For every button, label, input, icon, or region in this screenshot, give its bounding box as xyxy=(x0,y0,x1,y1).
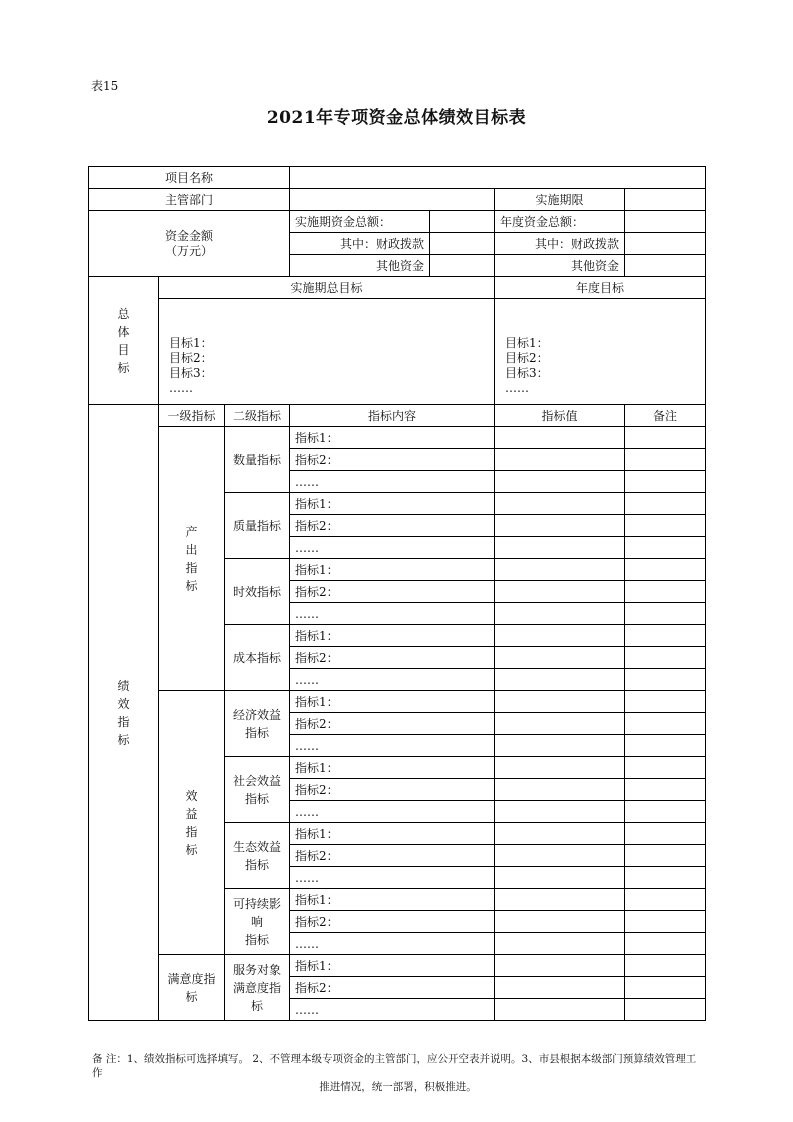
indicator-content-cell[interactable]: …… xyxy=(290,999,495,1021)
indicator-value-cell[interactable] xyxy=(495,691,625,713)
indicator-remark-cell[interactable] xyxy=(625,427,706,449)
indicator-content-cell[interactable]: …… xyxy=(290,867,495,889)
header-level2: 二级指标 xyxy=(225,405,290,427)
fund-label-line2: （万元） xyxy=(164,243,213,258)
indicator-content-cell[interactable]: …… xyxy=(290,471,495,493)
indicator-remark-cell[interactable] xyxy=(625,537,706,559)
level1-line: 标 xyxy=(185,989,198,1004)
level2-line: 成本指标 xyxy=(232,650,281,665)
fund-amount-label xyxy=(89,211,290,277)
indicator-content-cell[interactable]: 指标2： xyxy=(290,713,495,735)
period-total-cell[interactable] xyxy=(430,211,495,233)
indicator-content-cell[interactable]: …… xyxy=(290,603,495,625)
row-goals xyxy=(89,299,706,405)
indicator-value-cell[interactable] xyxy=(495,669,625,691)
period-fiscal-cell[interactable] xyxy=(430,233,495,255)
indicator-content-cell[interactable]: 指标1： xyxy=(290,955,495,977)
level1-char: 指 xyxy=(185,824,198,839)
level1-indicator xyxy=(159,691,225,955)
indicator-remark-cell[interactable] xyxy=(625,955,706,977)
indicator-value-cell[interactable] xyxy=(495,867,625,889)
goal-item: …… xyxy=(169,381,193,395)
annual-goal-cell[interactable] xyxy=(495,299,706,405)
indicator-value-cell[interactable] xyxy=(495,537,625,559)
level1-indicator xyxy=(159,427,225,691)
annual-other-label: 其他资金 xyxy=(495,255,625,277)
indicator-value-cell[interactable] xyxy=(495,493,625,515)
page-title: 2021年专项资金总体绩效目标表 xyxy=(266,108,527,128)
indicator-value-cell[interactable] xyxy=(495,977,625,999)
level2-indicator xyxy=(225,559,290,625)
goal-item: 目标1： xyxy=(169,336,213,350)
row-goal-headers xyxy=(89,277,706,299)
indicator-remark-cell[interactable] xyxy=(625,449,706,471)
annual-goal-header: 年度目标 xyxy=(495,277,706,299)
level2-line: 满意度指 xyxy=(232,980,281,995)
indicator-remark-cell[interactable] xyxy=(625,779,706,801)
indicator-value-cell[interactable] xyxy=(495,471,625,493)
indicator-value-cell[interactable] xyxy=(495,757,625,779)
level2-line: 可持续影 xyxy=(232,896,281,911)
indicator-value-cell[interactable] xyxy=(495,581,625,603)
level2-indicator xyxy=(225,427,290,493)
goal-item: 目标2： xyxy=(505,351,549,365)
period-label: 实施期限 xyxy=(495,189,625,211)
indicator-remark-cell[interactable] xyxy=(625,493,706,515)
level2-line: 数量指标 xyxy=(232,452,281,467)
dept-label: 主管部门 xyxy=(89,189,290,211)
performance-indicator-label xyxy=(89,405,159,1021)
indicator-row xyxy=(89,691,706,713)
level2-line: 指标 xyxy=(244,857,269,872)
annual-fiscal-label: 其中：财政拨款 xyxy=(495,233,625,255)
overall-goal-char: 目 xyxy=(117,342,130,357)
indicator-content-cell[interactable]: 指标1： xyxy=(290,757,495,779)
indicator-value-cell[interactable] xyxy=(495,801,625,823)
goal-item: …… xyxy=(505,381,529,395)
indicator-content-cell[interactable]: 指标1： xyxy=(290,559,495,581)
footnote-line2: 推进情况，统一部署，积极推进。 xyxy=(319,1081,477,1093)
header-remark: 备注 xyxy=(625,405,706,427)
level1-char: 出 xyxy=(185,542,198,557)
fund-label-line1: 资金金额 xyxy=(164,228,213,243)
overall-goal-char: 标 xyxy=(117,360,130,375)
indicator-content-cell[interactable]: …… xyxy=(290,669,495,691)
level1-char: 益 xyxy=(185,806,198,821)
table-number: 表15 xyxy=(91,79,119,93)
goal-item: 目标2： xyxy=(169,351,213,365)
indicator-value-cell[interactable] xyxy=(495,559,625,581)
indicator-remark-cell[interactable] xyxy=(625,603,706,625)
indicator-remark-cell[interactable] xyxy=(625,823,706,845)
indicator-remark-cell[interactable] xyxy=(625,889,706,911)
indicator-row xyxy=(89,955,706,977)
indicator-value-cell[interactable] xyxy=(495,779,625,801)
indicator-remark-cell[interactable] xyxy=(625,801,706,823)
period-other-label: 其他资金 xyxy=(290,255,430,277)
level2-line: 指标 xyxy=(244,791,269,806)
level2-indicator xyxy=(225,625,290,691)
level2-indicator xyxy=(225,757,290,823)
indicator-content-cell[interactable]: 指标1： xyxy=(290,625,495,647)
indicator-remark-cell[interactable] xyxy=(625,471,706,493)
indicator-remark-cell[interactable] xyxy=(625,647,706,669)
indicator-content-cell[interactable]: …… xyxy=(290,735,495,757)
header-content: 指标内容 xyxy=(290,405,495,427)
period-goal-header: 实施期总目标 xyxy=(159,277,495,299)
project-name-cell[interactable] xyxy=(290,167,706,189)
indicator-content-cell[interactable]: 指标1： xyxy=(290,823,495,845)
indicator-value-cell[interactable] xyxy=(495,625,625,647)
indicator-remark-cell[interactable] xyxy=(625,625,706,647)
overall-goal-char: 体 xyxy=(117,324,130,339)
annual-total-cell[interactable] xyxy=(625,211,706,233)
level2-indicator xyxy=(225,889,290,955)
indicator-value-cell[interactable] xyxy=(495,647,625,669)
indicator-value-cell[interactable] xyxy=(495,845,625,867)
annual-total-label: 年度资金总额： xyxy=(495,211,625,233)
indicator-remark-cell[interactable] xyxy=(625,559,706,581)
overall-goal-char: 总 xyxy=(117,306,130,321)
indicator-value-cell[interactable] xyxy=(495,889,625,911)
level2-line: 生态效益 xyxy=(232,839,281,854)
footnote xyxy=(92,1052,704,1094)
level2-line: 指标 xyxy=(244,932,269,947)
indicator-content-cell[interactable]: 指标1： xyxy=(290,427,495,449)
indicator-content-cell[interactable]: 指标2： xyxy=(290,515,495,537)
level2-line: 时效指标 xyxy=(232,584,281,599)
period-goal-cell[interactable] xyxy=(159,299,495,405)
indicator-value-cell[interactable] xyxy=(495,955,625,977)
period-fiscal-label: 其中：财政拨款 xyxy=(290,233,430,255)
indicator-content-cell[interactable]: 指标2： xyxy=(290,845,495,867)
annual-fiscal-cell[interactable] xyxy=(625,233,706,255)
indicator-content-cell[interactable]: …… xyxy=(290,801,495,823)
indicator-content-cell[interactable]: 指标2： xyxy=(290,779,495,801)
goal-item: 目标3： xyxy=(505,366,549,380)
header-value: 指标值 xyxy=(495,405,625,427)
row-indicator-headers xyxy=(89,405,706,427)
indicator-value-cell[interactable] xyxy=(495,933,625,955)
indicator-side-char: 绩 xyxy=(117,678,130,693)
period-cell[interactable] xyxy=(625,189,706,211)
indicator-remark-cell[interactable] xyxy=(625,713,706,735)
period-other-cell[interactable] xyxy=(430,255,495,277)
level1-line: 满意度指 xyxy=(167,971,216,986)
indicator-remark-cell[interactable] xyxy=(625,999,706,1021)
indicator-content-cell[interactable]: …… xyxy=(290,933,495,955)
indicator-remark-cell[interactable] xyxy=(625,867,706,889)
indicator-remark-cell[interactable] xyxy=(625,581,706,603)
level2-indicator xyxy=(225,493,290,559)
indicator-content-cell[interactable]: 指标1： xyxy=(290,493,495,515)
level2-indicator xyxy=(225,691,290,757)
level2-indicator xyxy=(225,823,290,889)
indicator-content-cell[interactable]: 指标1： xyxy=(290,889,495,911)
indicator-value-cell[interactable] xyxy=(495,449,625,471)
indicator-remark-cell[interactable] xyxy=(625,845,706,867)
indicator-row xyxy=(89,427,706,449)
level1-char: 产 xyxy=(185,524,198,539)
indicator-remark-cell[interactable] xyxy=(625,757,706,779)
indicator-side-char: 指 xyxy=(117,714,130,729)
indicator-content-cell[interactable]: 指标2： xyxy=(290,977,495,999)
indicator-value-cell[interactable] xyxy=(495,427,625,449)
level2-line: 质量指标 xyxy=(232,518,281,533)
indicator-remark-cell[interactable] xyxy=(625,977,706,999)
indicator-remark-cell[interactable] xyxy=(625,691,706,713)
level2-line: 服务对象 xyxy=(232,962,281,977)
indicator-remark-cell[interactable] xyxy=(625,933,706,955)
period-total-label: 实施期资金总额： xyxy=(290,211,430,233)
level2-line: 标 xyxy=(250,998,263,1013)
level2-line: 响 xyxy=(250,914,263,929)
indicator-value-cell[interactable] xyxy=(495,735,625,757)
indicator-remark-cell[interactable] xyxy=(625,515,706,537)
indicator-value-cell[interactable] xyxy=(495,603,625,625)
indicator-value-cell[interactable] xyxy=(495,515,625,537)
row-project-name xyxy=(89,167,706,189)
level1-char: 效 xyxy=(185,788,198,803)
indicator-content-cell[interactable]: 指标2： xyxy=(290,911,495,933)
indicator-content-cell[interactable]: 指标1： xyxy=(290,691,495,713)
indicator-remark-cell[interactable] xyxy=(625,911,706,933)
indicator-value-cell[interactable] xyxy=(495,823,625,845)
goal-item: 目标3： xyxy=(169,366,213,380)
level1-char: 标 xyxy=(185,578,198,593)
indicator-value-cell[interactable] xyxy=(495,713,625,735)
indicator-remark-cell[interactable] xyxy=(625,735,706,757)
level1-char: 标 xyxy=(185,842,198,857)
level2-line: 指标 xyxy=(244,725,269,740)
indicator-side-char: 效 xyxy=(117,696,130,711)
project-name-label: 项目名称 xyxy=(89,167,290,189)
overall-goal-label xyxy=(89,277,159,405)
level2-indicator xyxy=(225,955,290,1021)
level1-indicator xyxy=(159,955,225,1021)
header-level1: 一级指标 xyxy=(159,405,225,427)
dept-cell[interactable] xyxy=(290,189,495,211)
indicator-value-cell[interactable] xyxy=(495,999,625,1021)
indicator-content-cell[interactable]: 指标2： xyxy=(290,647,495,669)
row-fund-total xyxy=(89,211,706,233)
row-department xyxy=(89,189,706,211)
level2-line: 社会效益 xyxy=(232,773,281,788)
indicator-value-cell[interactable] xyxy=(495,911,625,933)
indicator-side-char: 标 xyxy=(117,732,130,747)
goal-item: 目标1： xyxy=(505,336,549,350)
level1-char: 指 xyxy=(185,560,198,575)
indicator-remark-cell[interactable] xyxy=(625,669,706,691)
indicator-content-cell[interactable]: 指标2： xyxy=(290,581,495,603)
annual-other-cell[interactable] xyxy=(625,255,706,277)
performance-goal-table xyxy=(88,166,706,1021)
footnote-line1: 备 注：1、绩效指标可选择填写。 2、不管理本级专项资金的主管部门，应公开空表并说明。3、市县根据本级部门预算绩效管理工作 xyxy=(92,1053,697,1079)
level2-line: 经济效益 xyxy=(232,707,281,722)
indicator-content-cell[interactable]: …… xyxy=(290,537,495,559)
indicator-content-cell[interactable]: 指标2： xyxy=(290,449,495,471)
